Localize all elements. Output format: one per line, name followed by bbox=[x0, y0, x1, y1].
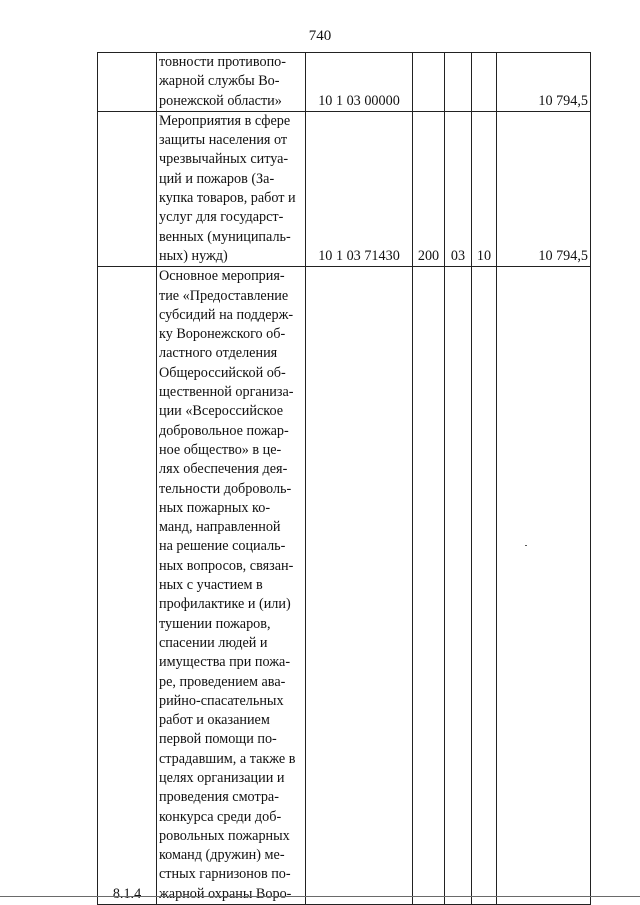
table-row bbox=[98, 267, 591, 905]
section-code: 03 bbox=[445, 111, 472, 266]
name-line: команд (дружин) ме- bbox=[159, 847, 285, 864]
name-line: венных (муниципаль- bbox=[159, 228, 291, 245]
name-line: добровольное пожар- bbox=[159, 422, 289, 439]
target-article-code bbox=[306, 267, 413, 905]
name-line: Мероприятия в сфере bbox=[159, 112, 291, 129]
name-line: ровольных пожарных bbox=[159, 827, 290, 844]
name-line: товности противопо- bbox=[159, 54, 286, 70]
table-row bbox=[98, 111, 591, 266]
name-line: конкурса среди доб- bbox=[159, 808, 282, 825]
name-line: жарной службы Во- bbox=[159, 73, 280, 90]
name-line: услуг для государст- bbox=[159, 209, 284, 226]
name-line: лях обеспечения дея- bbox=[159, 461, 288, 478]
row-name-cell bbox=[157, 267, 306, 905]
amount-cell: 10 794,5 bbox=[497, 53, 591, 112]
subsection-code: 10 bbox=[472, 111, 497, 266]
table-row bbox=[98, 53, 591, 112]
row-number-cell: 8.1.4 bbox=[98, 267, 157, 905]
row-number-cell bbox=[98, 53, 157, 112]
name-line: купка товаров, работ и bbox=[159, 190, 296, 207]
name-line: ных вопросов, связан- bbox=[159, 557, 294, 574]
name-line: ции «Всероссийское bbox=[159, 403, 284, 420]
target-article-code: 10 1 03 71430 bbox=[306, 111, 413, 266]
row-name-cell bbox=[157, 53, 306, 112]
name-line: стных гарнизонов по- bbox=[159, 866, 291, 883]
expense-type-code: 200 bbox=[413, 111, 445, 266]
section-code bbox=[445, 267, 472, 905]
name-line: Основное мероприя- bbox=[159, 268, 285, 285]
target-article-code: 10 1 03 00000 bbox=[306, 53, 413, 112]
row-name-cell bbox=[157, 111, 306, 266]
name-line: чрезвычайных ситуа- bbox=[159, 151, 289, 168]
expense-type-code bbox=[413, 53, 445, 112]
name-line: работ и оказанием bbox=[159, 712, 270, 729]
name-line: ных) нужд) bbox=[159, 247, 228, 264]
name-line: ных с участием в bbox=[159, 577, 263, 594]
name-line: ластного отделения bbox=[159, 345, 278, 362]
name-line: жарной охраны Воро- bbox=[159, 885, 292, 902]
name-line: тие «Предоставление bbox=[159, 287, 289, 304]
name-line: имущества при пожа- bbox=[159, 654, 291, 671]
expense-type-code bbox=[413, 267, 445, 905]
name-line: Общероссийской об- bbox=[159, 364, 286, 381]
page-number: 740 bbox=[308, 28, 332, 44]
name-line: первой помощи по- bbox=[159, 731, 277, 748]
row-number-cell bbox=[98, 111, 157, 266]
name-line: тельности доброволь- bbox=[159, 480, 292, 497]
name-line: страдавшим, а также в bbox=[159, 750, 296, 767]
amount-cell: 10 794,5 bbox=[497, 111, 591, 266]
name-line: профилактике и (или) bbox=[159, 596, 291, 613]
subsection-code bbox=[472, 267, 497, 905]
scan-speck bbox=[525, 545, 527, 546]
name-line: на решение социаль- bbox=[159, 538, 286, 555]
amount-cell bbox=[497, 267, 591, 905]
name-line: проведения смотра- bbox=[159, 789, 279, 806]
subsection-code bbox=[472, 53, 497, 112]
name-line: защиты населения от bbox=[159, 132, 288, 149]
name-line: тушении пожаров, bbox=[159, 615, 271, 632]
name-line: спасении людей и bbox=[159, 634, 268, 651]
section-code bbox=[445, 53, 472, 112]
name-line: ронежской области» bbox=[159, 92, 282, 109]
name-line: ре, проведением ава- bbox=[159, 673, 286, 690]
name-line: манд, направленной bbox=[159, 519, 281, 536]
name-line: ных пожарных ко- bbox=[159, 499, 271, 516]
name-line: ку Воронежского об- bbox=[159, 326, 286, 343]
scan-edge-line bbox=[0, 896, 640, 897]
name-line: ций и пожаров (За- bbox=[159, 170, 275, 187]
name-line: целях организации и bbox=[159, 769, 285, 786]
name-line: субсидий на поддерж- bbox=[159, 306, 294, 323]
name-line: рийно-спасательных bbox=[159, 692, 284, 709]
name-line: ное общество» в це- bbox=[159, 441, 282, 458]
name-line: щественной организа- bbox=[159, 384, 294, 401]
budget-table bbox=[97, 52, 591, 905]
